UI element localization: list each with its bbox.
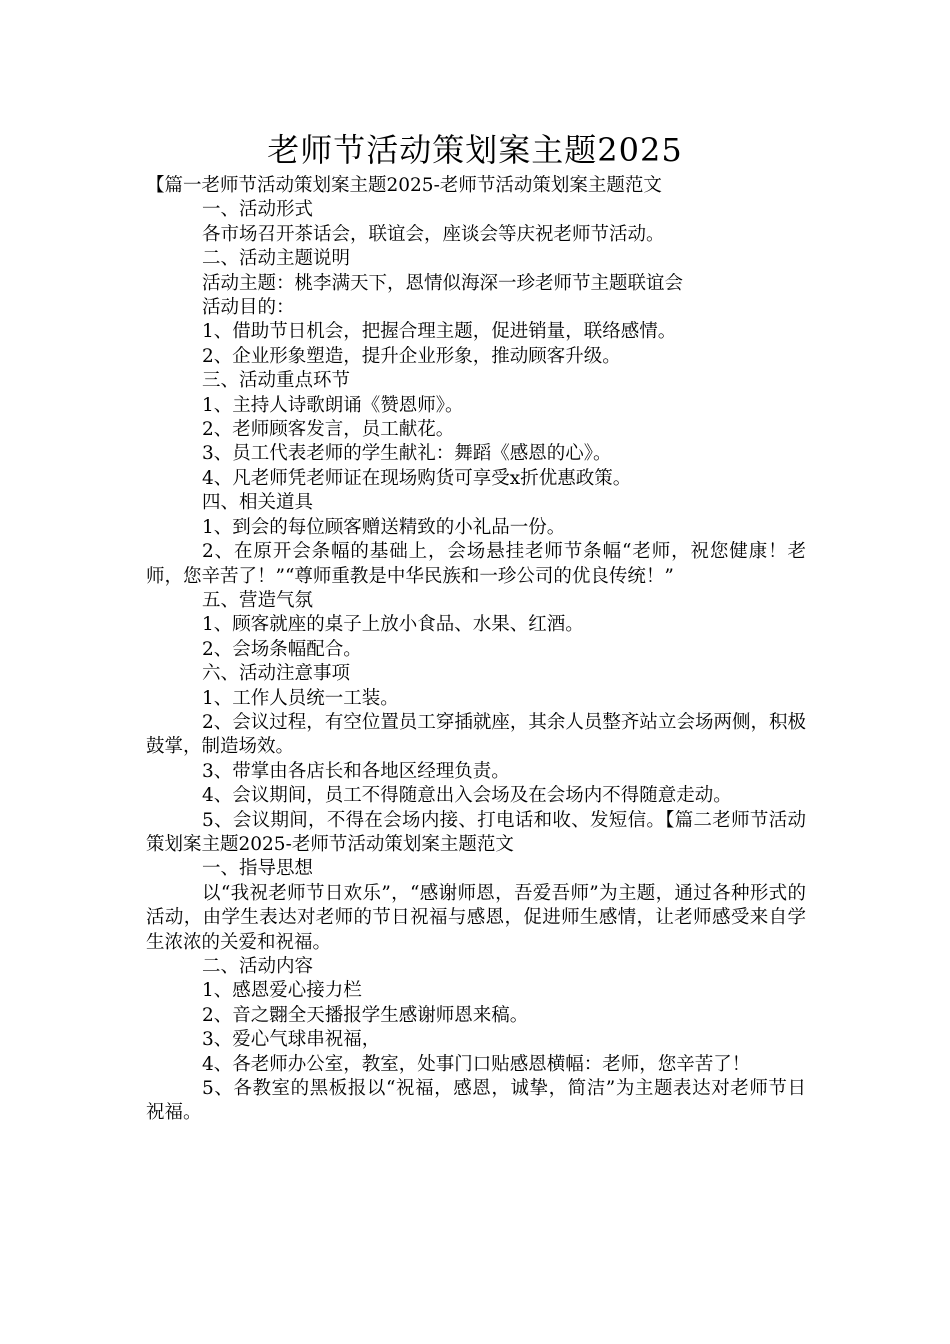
paragraph: 四、相关道具 [202,492,314,514]
paragraph: 2、在原开会条幅的基础上，会场悬挂老师节条幅“老师，祝您健康！老师，您辛苦了！”“尊师重教是中华民族和一珍公司的优良传统！” [146,541,806,587]
paragraph: 4、各老师办公室，教室，处事门口贴感恩横幅：老师，您辛苦了！ [202,1053,751,1075]
paragraph: 2、会场条幅配合。 [202,638,362,660]
paragraph: 二、活动内容 [202,956,314,977]
paragraph: 一、活动形式 [202,199,314,221]
paragraph: 2、老师顾客发言，员工献花。 [202,419,455,441]
paragraph: 活动目的： [202,297,295,319]
paragraph: 3、爱心气球串祝福， [202,1029,381,1051]
paragraph: 六、活动注意事项 [202,663,351,685]
paragraph: 3、带掌由各店长和各地区经理负责。 [202,760,510,782]
paragraph: 4、凡老师凭老师证在现场购货可享受x折优惠政策。 [202,467,632,489]
paragraph: 活动主题：桃李满天下，恩情似海深一珍老师节主题联谊会 [202,272,684,294]
paragraph: 4、会议期间，员工不得随意出入会场及在会场内不得随意走动。 [202,785,732,807]
paragraph: 以“我祝老师节日欢乐”，“感谢师恩，吾爱吾师”为主题，通过各种形式的活动，由学生表达对老师的节日祝福与感恩，促进师生感情，让老师感受来自学生浓浓的关爱和祝福。 [146,882,806,953]
paragraph: 二、活动主题说明 [202,248,351,270]
paragraph: 1、借助节日机会，把握合理主题，促进销量，联络感情。 [202,321,677,343]
paragraph: 3、员工代表老师的学生献礼：舞蹈《感恩的心》。 [202,443,612,465]
document-body [146,174,806,1126]
paragraph: 1、主持人诗歌朗诵《赞恩师》。 [202,394,464,416]
paragraph: 1、感恩爱心接力栏 [202,980,362,1002]
document-title: 老师节活动策划案主题2025 [267,131,683,169]
paragraph: 5、各教室的黑板报以“祝福，感恩，诚挚，简洁”为主题表达对老师节日祝福。 [146,1078,806,1124]
paragraph: 1、到会的每位顾客赠送精致的小礼品一份。 [202,516,566,538]
paragraph: 各市场召开茶话会，联谊会，座谈会等庆祝老师节活动。 [202,223,665,245]
paragraph: 五、营造气氛 [202,589,314,611]
paragraph: 三、活动重点环节 [202,370,351,392]
paragraph: 2、音之翾全天播报学生感谢师恩来稿。 [202,1004,529,1026]
paragraph: 2、企业形象塑造，提升企业形象，推动顾客升级。 [202,345,621,367]
paragraph: 2、会议过程，有空位置员工穿插就座，其余人员整齐站立会场两侧，积极鼓掌，制造场效。 [146,711,806,758]
paragraph: 5、会议期间，不得在会场内接、打电话和收、发短信。【篇二老师节活动策划案主题2025-老师节活动策划案主题范文 [146,809,806,855]
paragraph: 一、指导思想 [202,858,314,880]
paragraph: 1、顾客就座的桌子上放小食品、水果、红酒。 [202,614,584,636]
paragraph: 1、工作人员统一工装。 [202,687,399,709]
paragraph: 【篇一老师节活动策划案主题2025-老师节活动策划案主题范文 [146,175,662,196]
